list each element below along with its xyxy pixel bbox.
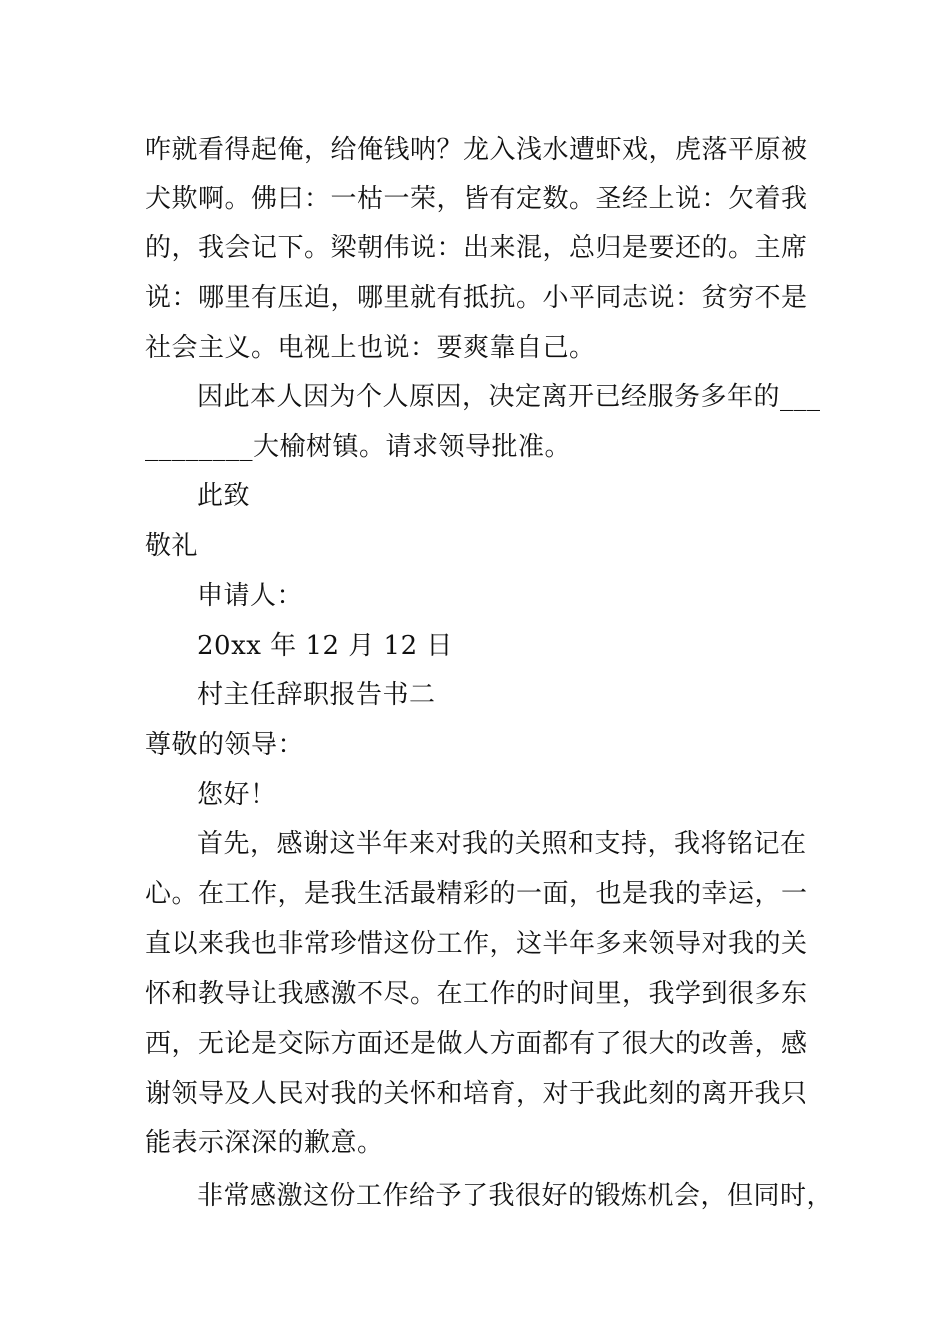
greeting: 尊敬的领导：: [145, 730, 305, 760]
paragraph-line: 咋就看得起俺，给俺钱呐？龙入浅水遭虾戏，虎落平原被: [145, 135, 808, 165]
paragraph-line: 因此本人因为个人原因，决定离开已经服务多年的___: [197, 382, 821, 412]
section-title: 村主任辞职报告书二: [197, 680, 436, 710]
paragraph-line: 犬欺啊。佛曰：一枯一荣，皆有定数。圣经上说：欠着我: [145, 184, 808, 214]
applicant-label: 申请人：: [197, 581, 304, 611]
paragraph-line: 说：哪里有压迫，哪里就有抵抗。小平同志说：贫穷不是: [145, 283, 808, 313]
paragraph-line: 社会主义。电视上也说：要爽靠自己。: [145, 333, 596, 363]
paragraph-line: 直以来我也非常珍惜这份工作，这半年多来领导对我的关: [145, 929, 808, 959]
paragraph-line: 怀和教导让我感激不尽。在工作的时间里，我学到很多东: [145, 979, 808, 1009]
paragraph-line: 心。在工作，是我生活最精彩的一面，也是我的幸运，一: [145, 879, 808, 909]
paragraph-line: ________大榆树镇。请求领导批准。: [145, 432, 572, 462]
paragraph-line: 的，我会记下。梁朝伟说：出来混，总归是要还的。主席: [145, 233, 808, 263]
paragraph-line: 非常感激这份工作给予了我很好的锻炼机会，但同时，: [197, 1181, 834, 1211]
paragraph-line: 西，无论是交际方面还是做人方面都有了很大的改善，感: [145, 1029, 808, 1059]
paragraph-line: 首先，感谢这半年来对我的关照和支持，我将铭记在: [197, 829, 807, 859]
date-line: 20xx 年 12 月 12 日: [197, 631, 453, 661]
paragraph-line: 能表示深深的歉意。: [145, 1128, 384, 1158]
greeting-hello: 您好！: [197, 780, 277, 810]
closing-salutation: 此致: [197, 481, 251, 511]
closing-regards: 敬礼: [145, 531, 199, 561]
paragraph-line: 谢领导及人民对我的关怀和培育，对于我此刻的离开我只: [145, 1079, 808, 1109]
